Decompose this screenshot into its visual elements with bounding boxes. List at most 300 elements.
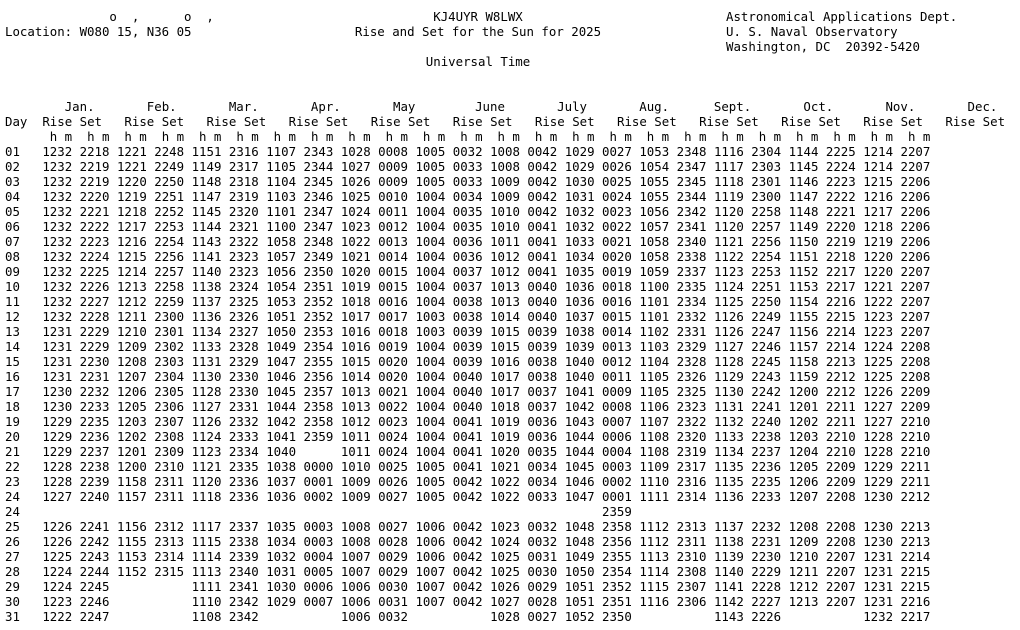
- rise-time: 1101: [639, 309, 670, 324]
- rise-time: 1113: [639, 549, 670, 564]
- set-time: 0001: [602, 489, 632, 504]
- set-time: 0040: [527, 294, 558, 309]
- set-time: 2239: [79, 474, 110, 489]
- rise-time: 1157: [788, 339, 819, 354]
- rise-time: 1037: [266, 474, 297, 489]
- set-time: 2307: [676, 579, 707, 594]
- rise-time: 1050: [564, 564, 595, 579]
- rise-time: 1223: [42, 594, 73, 609]
- set-time: 2222: [79, 219, 110, 234]
- rise-time: [415, 504, 445, 519]
- set-time: 0039: [527, 324, 558, 339]
- day-number: 24: [5, 489, 20, 504]
- rise-time: 1122: [713, 249, 744, 264]
- set-column-label: Set: [243, 114, 282, 129]
- set-time: 0003: [602, 459, 632, 474]
- rise-time: 1135: [713, 459, 744, 474]
- set-time: 0031: [378, 594, 408, 609]
- set-time: [677, 504, 707, 519]
- set-time: [453, 504, 483, 519]
- set-time: 2206: [900, 189, 931, 204]
- table-row: [5, 144, 1020, 159]
- rise-time: 1007: [415, 579, 446, 594]
- set-time: 0008: [602, 399, 632, 414]
- rise-column-label: Rise: [863, 114, 901, 129]
- set-time: 0033: [452, 159, 483, 174]
- month-label: Nov.: [863, 99, 938, 114]
- set-column-label: Set: [900, 114, 938, 129]
- rise-time: 1154: [788, 294, 819, 309]
- rise-time: 1036: [564, 279, 595, 294]
- set-time: 0007: [602, 414, 632, 429]
- day-number: 23: [5, 474, 20, 489]
- rise-time: 1054: [266, 279, 297, 294]
- table-row: [5, 324, 1020, 339]
- rise-time: 1021: [490, 459, 520, 474]
- set-time: 0003: [303, 519, 334, 534]
- set-time: 2318: [228, 174, 259, 189]
- table-row: [5, 504, 1020, 519]
- rise-time: 1203: [788, 429, 819, 444]
- set-time: 0040: [527, 279, 558, 294]
- set-time: [826, 609, 856, 624]
- set-time: [677, 609, 707, 624]
- set-time: 2313: [676, 519, 707, 534]
- set-time: 2251: [751, 279, 782, 294]
- set-time: 0037: [527, 399, 558, 414]
- month-label: Feb.: [124, 99, 199, 114]
- set-time: 2359: [602, 504, 632, 519]
- set-time: 2226: [751, 609, 782, 624]
- set-time: 0035: [527, 444, 558, 459]
- day-number: 03: [5, 174, 20, 189]
- set-time: 2209: [825, 474, 856, 489]
- day-number: 10: [5, 279, 20, 294]
- rise-time: 1035: [266, 519, 297, 534]
- set-time: 0025: [602, 174, 632, 189]
- set-time: 2251: [154, 189, 185, 204]
- set-time: [826, 504, 856, 519]
- rise-time: 1232: [42, 144, 73, 159]
- set-time: 0029: [527, 579, 558, 594]
- set-time: 2334: [228, 444, 259, 459]
- day-number: 25: [5, 519, 20, 534]
- rise-time: 1029: [564, 159, 595, 174]
- rise-time: 1037: [564, 309, 595, 324]
- rise-time: 1201: [788, 399, 819, 414]
- rise-time: 1105: [266, 159, 297, 174]
- rise-set-label-row: [5, 114, 1020, 129]
- rise-time: 1145: [191, 204, 222, 219]
- rise-time: 1232: [42, 264, 73, 279]
- rise-time: 1057: [266, 249, 297, 264]
- rise-time: 1008: [340, 534, 371, 549]
- rise-time: 1151: [788, 249, 819, 264]
- set-time: 0030: [527, 564, 558, 579]
- rise-time: 1004: [415, 189, 446, 204]
- set-time: 2352: [602, 579, 632, 594]
- set-time: 2328: [676, 354, 707, 369]
- set-time: 0009: [602, 384, 632, 399]
- set-time: 2305: [154, 384, 185, 399]
- set-time: 0035: [452, 204, 483, 219]
- rise-time: 1155: [116, 534, 147, 549]
- set-time: 2352: [303, 294, 334, 309]
- table-body: [5, 144, 1020, 624]
- set-time: 0011: [602, 369, 632, 384]
- units-row: [5, 129, 1020, 144]
- set-column-label: Set: [818, 114, 856, 129]
- rise-time: 1155: [788, 309, 819, 324]
- rise-time: 1014: [490, 309, 520, 324]
- set-time: 2322: [228, 234, 259, 249]
- set-time: 2347: [676, 159, 707, 174]
- rise-time: 1214: [116, 264, 147, 279]
- set-time: 2209: [900, 384, 931, 399]
- table-row: [5, 279, 1020, 294]
- rise-time: 1010: [490, 204, 520, 219]
- rise-time: 1038: [266, 459, 297, 474]
- rise-time: 1226: [42, 534, 73, 549]
- rise-time: 1217: [116, 219, 147, 234]
- set-time: 0022: [378, 399, 408, 414]
- rise-time: 1048: [564, 534, 595, 549]
- set-time: 0027: [378, 489, 408, 504]
- set-time: 0017: [378, 309, 408, 324]
- rise-time: 1107: [266, 144, 297, 159]
- set-time: 2228: [751, 579, 782, 594]
- set-time: 0036: [527, 414, 558, 429]
- set-time: 0027: [602, 144, 632, 159]
- set-time: 2232: [751, 519, 782, 534]
- rise-time: 1131: [713, 399, 744, 414]
- rise-time: 1010: [340, 459, 371, 474]
- rise-time: 1011: [490, 234, 520, 249]
- set-time: 0033: [527, 489, 558, 504]
- rise-time: 1032: [266, 549, 297, 564]
- set-time: 2210: [900, 444, 931, 459]
- table-row: [5, 219, 1020, 234]
- set-time: 2330: [228, 369, 259, 384]
- set-time: 0024: [378, 444, 408, 459]
- rise-time: 1019: [490, 429, 520, 444]
- set-time: 0037: [452, 279, 483, 294]
- set-time: 2338: [676, 249, 707, 264]
- set-time: 2335: [228, 459, 259, 474]
- set-time: 2356: [602, 534, 632, 549]
- rise-time: 1159: [788, 369, 819, 384]
- set-time: 0009: [378, 159, 408, 174]
- rise-time: 1207: [116, 369, 147, 384]
- set-time: 2349: [303, 249, 334, 264]
- rise-time: 1050: [266, 324, 297, 339]
- set-time: 2208: [900, 369, 931, 384]
- set-time: 2226: [79, 279, 110, 294]
- rise-time: 1226: [42, 519, 73, 534]
- set-time: 2224: [825, 159, 856, 174]
- rise-time: 1133: [713, 429, 744, 444]
- rise-time: 1130: [713, 384, 744, 399]
- rise-time: 1211: [788, 564, 819, 579]
- set-time: [154, 609, 184, 624]
- rise-time: 1226: [863, 384, 894, 399]
- rise-time: 1225: [863, 354, 894, 369]
- set-time: 2330: [228, 384, 259, 399]
- rise-time: 1148: [191, 174, 222, 189]
- rise-time: 1053: [639, 144, 670, 159]
- day-number: 24: [5, 504, 20, 519]
- set-time: 2215: [825, 309, 856, 324]
- set-time: 2214: [825, 324, 856, 339]
- set-time: 2240: [751, 414, 782, 429]
- rise-time: 1017: [490, 369, 520, 384]
- set-time: 2326: [228, 309, 259, 324]
- set-time: 2207: [825, 579, 856, 594]
- hm-unit-label: h m: [87, 129, 110, 144]
- table-row: [5, 579, 1020, 594]
- set-time: 0040: [452, 399, 483, 414]
- set-time: 2241: [751, 399, 782, 414]
- rise-time: 1216: [116, 234, 147, 249]
- rise-time: 1013: [340, 399, 371, 414]
- set-time: 2327: [228, 324, 259, 339]
- set-time: 0028: [378, 534, 408, 549]
- day-number: 06: [5, 219, 20, 234]
- rise-time: 1049: [266, 339, 297, 354]
- rise-time: 1227: [42, 489, 73, 504]
- set-time: 2325: [228, 294, 259, 309]
- table-row: [5, 609, 1020, 624]
- rise-time: 1004: [415, 249, 446, 264]
- rise-time: 1229: [42, 429, 73, 444]
- set-time: 0021: [378, 384, 408, 399]
- set-time: 2258: [154, 279, 185, 294]
- month-label: Apr.: [288, 99, 364, 114]
- rise-time: 1232: [42, 189, 73, 204]
- set-time: 2358: [303, 414, 334, 429]
- set-time: [304, 609, 334, 624]
- set-time: 0042: [452, 534, 483, 549]
- set-time: 2347: [303, 219, 334, 234]
- rise-time: 1118: [713, 174, 744, 189]
- rise-time: 1115: [639, 579, 670, 594]
- rise-time: 1228: [42, 474, 73, 489]
- set-time: 2343: [303, 144, 334, 159]
- set-time: 2319: [228, 189, 259, 204]
- set-time: 0042: [452, 594, 483, 609]
- set-time: 2314: [154, 549, 185, 564]
- set-time: 0024: [602, 189, 632, 204]
- day-number: 04: [5, 189, 20, 204]
- rise-time: 1046: [564, 474, 595, 489]
- set-time: 0036: [452, 249, 483, 264]
- set-time: 0014: [378, 249, 408, 264]
- rise-time: 1218: [116, 204, 147, 219]
- rise-time: [639, 609, 669, 624]
- rise-time: 1031: [266, 564, 297, 579]
- rise-time: 1105: [639, 369, 670, 384]
- set-time: 2242: [79, 534, 110, 549]
- rise-time: 1025: [340, 189, 371, 204]
- set-time: 0042: [452, 564, 483, 579]
- table-row: [5, 534, 1020, 549]
- day-number: 13: [5, 324, 20, 339]
- rise-time: 1012: [490, 264, 520, 279]
- rise-column-label: Rise: [206, 114, 244, 129]
- rise-time: 1212: [116, 294, 147, 309]
- set-time: 2319: [676, 444, 707, 459]
- rise-time: 1047: [266, 354, 297, 369]
- rise-time: 1200: [788, 384, 819, 399]
- rise-time: [565, 504, 595, 519]
- rise-time: 1100: [266, 219, 297, 234]
- set-time: 0005: [303, 564, 334, 579]
- rise-time: 1011: [340, 429, 371, 444]
- rise-time: 1017: [490, 384, 520, 399]
- set-column-label: Set: [408, 114, 446, 129]
- rise-time: 1059: [639, 264, 670, 279]
- rise-column-label: Rise: [124, 114, 162, 129]
- rise-time: 1006: [340, 579, 371, 594]
- set-time: 0041: [527, 219, 558, 234]
- set-time: 2340: [676, 234, 707, 249]
- rise-time: 1156: [788, 324, 819, 339]
- rise-time: 1110: [191, 594, 222, 609]
- rise-time: 1004: [415, 339, 446, 354]
- set-time: 0006: [602, 429, 632, 444]
- table-row: [5, 369, 1020, 384]
- set-time: 0041: [527, 249, 558, 264]
- time-system-label: Universal Time: [425, 54, 531, 69]
- set-time: 2207: [900, 309, 931, 324]
- set-time: [901, 504, 931, 519]
- set-time: 2317: [228, 159, 259, 174]
- set-time: [527, 504, 557, 519]
- rise-time: 1127: [191, 399, 222, 414]
- set-time: 2220: [825, 219, 856, 234]
- set-time: 0021: [602, 234, 632, 249]
- rise-time: 1213: [788, 594, 819, 609]
- rise-time: 1019: [490, 414, 520, 429]
- set-time: 0039: [452, 339, 483, 354]
- set-time: 0041: [527, 264, 558, 279]
- rise-time: 1101: [639, 294, 670, 309]
- rise-time: 1022: [490, 474, 520, 489]
- set-time: 2325: [676, 384, 707, 399]
- rise-time: 1230: [42, 399, 73, 414]
- set-time: 0031: [527, 549, 558, 564]
- day-column-label: Day: [5, 114, 28, 129]
- rise-time: 1031: [564, 189, 595, 204]
- rise-time: 1232: [42, 294, 73, 309]
- table-row: [5, 459, 1020, 474]
- set-time: 2232: [79, 384, 110, 399]
- set-time: 0042: [452, 549, 483, 564]
- set-time: 0010: [378, 189, 408, 204]
- set-time: 2358: [303, 399, 334, 414]
- set-time: 2248: [154, 144, 185, 159]
- rise-time: 1231: [42, 354, 73, 369]
- set-column-label: Set: [490, 114, 528, 129]
- rise-time: 1108: [191, 609, 222, 624]
- set-time: 2345: [676, 174, 707, 189]
- rise-time: 1018: [490, 399, 520, 414]
- rise-time: 1004: [415, 354, 446, 369]
- rise-set-table: [5, 99, 1020, 624]
- rise-time: 1200: [116, 459, 147, 474]
- hm-unit-label: h m: [534, 129, 558, 144]
- set-time: 2259: [154, 294, 185, 309]
- set-time: 2231: [751, 534, 782, 549]
- set-time: 2252: [154, 204, 185, 219]
- set-time: 2235: [751, 474, 782, 489]
- set-time: 2227: [79, 294, 110, 309]
- set-time: 2346: [303, 189, 334, 204]
- set-time: 2246: [751, 339, 782, 354]
- set-time: 2230: [751, 549, 782, 564]
- rise-time: 1008: [340, 519, 371, 534]
- rise-time: 1013: [490, 279, 520, 294]
- rise-time: 1004: [415, 294, 446, 309]
- rise-time: 1231: [42, 324, 73, 339]
- set-time: 2308: [154, 429, 185, 444]
- set-time: [378, 504, 408, 519]
- rise-time: 1004: [415, 264, 446, 279]
- set-time: 2207: [900, 264, 931, 279]
- rise-time: 1032: [564, 204, 595, 219]
- rise-time: 1209: [116, 339, 147, 354]
- set-time: 2342: [676, 204, 707, 219]
- rise-time: 1206: [116, 384, 147, 399]
- rise-time: 1008: [490, 159, 520, 174]
- set-time: 2206: [900, 249, 931, 264]
- rise-time: 1104: [266, 174, 297, 189]
- set-time: 2207: [900, 279, 931, 294]
- set-time: [751, 504, 781, 519]
- set-time: 0040: [527, 309, 558, 324]
- rise-time: 1144: [191, 219, 222, 234]
- rise-time: 1221: [116, 159, 147, 174]
- rise-time: 1211: [116, 309, 147, 324]
- set-time: 0022: [602, 219, 632, 234]
- set-time: 0036: [527, 429, 558, 444]
- rise-time: 1119: [713, 189, 744, 204]
- rise-time: 1117: [191, 519, 222, 534]
- set-time: 2300: [154, 309, 185, 324]
- set-time: 2211: [825, 399, 856, 414]
- rise-time: 1039: [564, 339, 595, 354]
- rise-time: 1024: [340, 204, 371, 219]
- set-time: 2244: [79, 564, 110, 579]
- set-time: 0041: [452, 444, 483, 459]
- rise-time: 1140: [191, 264, 222, 279]
- set-time: 2212: [825, 384, 856, 399]
- rise-column-label: Rise: [616, 114, 655, 129]
- hm-unit-label: h m: [385, 129, 408, 144]
- rise-time: 1022: [490, 489, 520, 504]
- rise-time: 1005: [415, 174, 446, 189]
- rise-time: 1015: [490, 324, 520, 339]
- set-time: 2235: [79, 414, 110, 429]
- set-time: 2245: [751, 354, 782, 369]
- rise-time: 1217: [863, 204, 894, 219]
- rise-time: [266, 504, 296, 519]
- rise-time: 1232: [863, 609, 894, 624]
- rise-time: 1145: [788, 159, 819, 174]
- rise-time: 1021: [340, 249, 371, 264]
- rise-time: 1232: [42, 174, 73, 189]
- set-time: 0001: [303, 474, 334, 489]
